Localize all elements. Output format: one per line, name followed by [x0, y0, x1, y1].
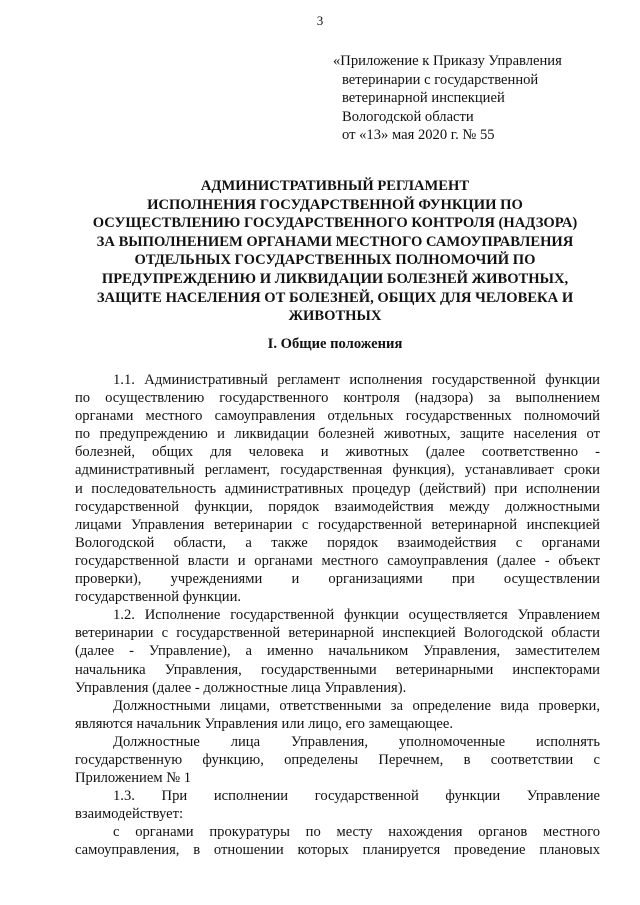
title-line: АДМИНИСТРАТИВНЫЙ РЕГЛАМЕНТ: [200, 178, 470, 194]
paragraph-line: болезней, общих для человека и животных (далее соответственно -: [75, 444, 600, 461]
paragraph-line: 1.3. При исполнении государственной функции Управление: [113, 788, 600, 805]
title-line: ЗАЩИТЕ НАСЕЛЕНИЯ ОТ БОЛЕЗНЕЙ, ОБЩИХ ДЛЯ ЧЕЛОВЕКА И: [96, 289, 574, 306]
paragraph-line: по предупреждению и ликвидации болезней животных, защите населения от: [75, 426, 600, 443]
paragraph-line: являются начальник Управления или лицо, его замещающее.: [75, 715, 454, 732]
title-line: ОТДЕЛЬНЫХ ГОСУДАРСТВЕННЫХ ПОЛНОМОЧИЙ ПО: [134, 252, 536, 269]
title-line: ЗА ВЫПОЛНЕНИЕМ ОРГАНАМИ МЕСТНОГО САМОУПРАВЛЕНИЯ: [96, 233, 574, 250]
paragraph-line: Вологодской области, а также порядок взаимодействия с органами: [75, 534, 600, 551]
paragraph-line: по осуществлению государственного контроля (надзора) за выполнением: [75, 390, 600, 407]
paragraph-line: 1.2. Исполнение государственной функции осуществляется Управлением: [113, 607, 600, 624]
appendix-line: от «13» мая 2020 г. № 55: [342, 127, 495, 143]
paragraph-line: 1.1. Административный регламент исполнения государственной функции: [113, 372, 600, 388]
title-line: ЖИВОТНЫХ: [288, 308, 382, 325]
paragraph-line: ветеринарии с государственной ветеринарной инспекцией Вологодской области: [75, 625, 600, 642]
paragraph-line: государственной функции.: [75, 589, 242, 606]
paragraph-line: государственную функцию, определены Перечнем, в соответствии с: [75, 751, 600, 768]
appendix-line: Вологодской области: [342, 108, 474, 125]
paragraph-line: Должностными лицами, ответственными за определение вида проверки,: [113, 697, 600, 714]
paragraph-line: административный регламент, государственная функция), устанавливает сроки: [75, 462, 600, 479]
appendix-line: «Приложение к Приказу Управления: [333, 53, 562, 69]
appendix-note: [333, 52, 633, 145]
paragraph-line: лицами Управления ветеринарии с государственной ветеринарной инспекцией: [75, 516, 600, 533]
appendix-line: ветеринарии с государственной: [342, 71, 539, 88]
paragraph-line: (далее - Управление), а именно начальником Управления, заместителем: [75, 643, 600, 660]
appendix-line: ветеринарной инспекцией: [342, 90, 505, 106]
title-line: ИСПОЛНЕНИЯ ГОСУДАРСТВЕННОЙ ФУНКЦИИ ПО: [147, 196, 523, 213]
paragraph-line: Должностные лица Управления, уполномоченные исполнять: [113, 733, 600, 750]
paragraph-line: органами местного самоуправления отдельных государственных полномочий: [75, 408, 600, 425]
paragraph-line: Управления (далее - должностные лица Управления).: [75, 679, 407, 696]
paragraph-line: взаимодействует:: [75, 806, 184, 823]
paragraph-line: Приложением № 1: [75, 770, 192, 787]
paragraph-line: и последовательность административных процедур (действий) при исполнении: [75, 480, 600, 497]
paragraph-line: с органами прокуратуры по месту нахождения органов местного: [113, 824, 600, 841]
title-line: ОСУЩЕСТВЛЕНИЮ ГОСУДАРСТВЕННОГО КОНТРОЛЯ (НАДЗОРА): [92, 215, 578, 232]
section-heading: I. Общие положения: [267, 336, 403, 352]
title-line: ПРЕДУПРЕЖДЕНИЮ И ЛИКВИДАЦИИ БОЛЕЗНЕЙ ЖИВОТНЫХ,: [101, 270, 569, 287]
body-text: [75, 371, 600, 860]
paragraph-line: самоуправления, в отношении которых планируется проведение плановых: [75, 842, 600, 859]
paragraph-line: государственной власти и органами местного самоуправления (далее - объект: [75, 552, 600, 569]
paragraph-line: государственной функции, порядок взаимодействия между должностными: [75, 498, 600, 515]
paragraph-line: проверки), учреждениями и организациями при осуществлении: [75, 571, 600, 588]
paragraph-line: начальника Управления, государственными ветеринарными инспекторами: [75, 661, 600, 678]
document-title: [70, 177, 600, 326]
page-number: 3: [316, 13, 324, 28]
